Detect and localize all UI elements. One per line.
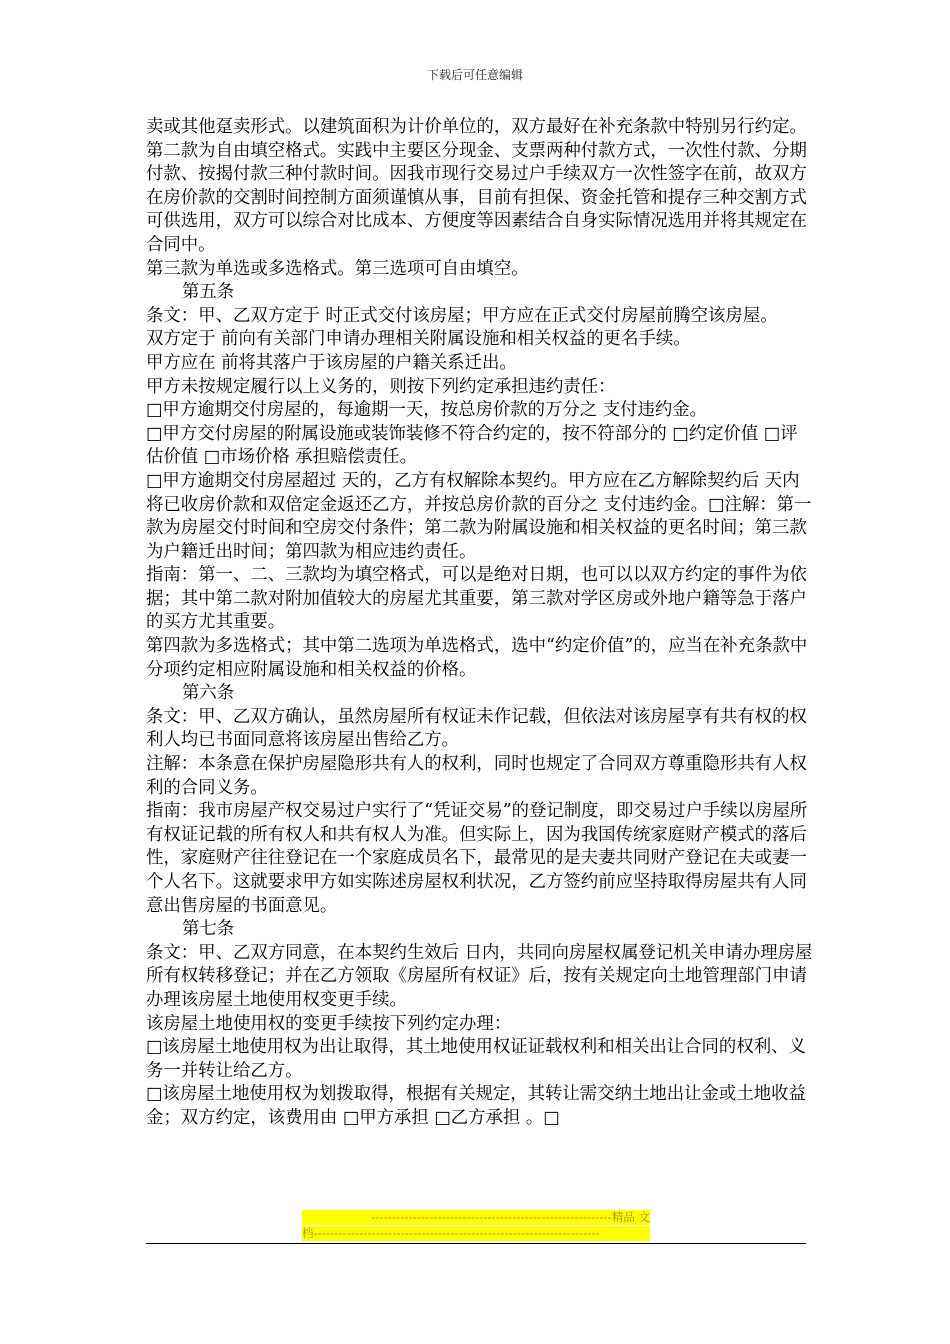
paragraph: 指南：我市房屋产权交易过户实行了“凭证交易”的登记制度，即交易过户手续以房屋所有权证记载的所有权人和共有权人为准。但实际上，因为我国传统家庭财产模式的落后性，家庭财产往往登记在一个家庭成员名下，最常见的是夫妻共同财产登记在夫或妻一个人名下。这就要求甲方如实陈述房屋权利状况，乙方签约前应坚持取得房屋共有人同意出售房屋的书面意见。: [146, 801, 808, 916]
paragraph: 卖或其他趸卖形式。以建筑面积为计价单位的，双方最好在补充条款中特别另行约定。第二款为自由填空格式。实践中主要区分现金、支票两种付款方式，一次性付款、分期付款、按揭付款三种付款时间。因我市现行交易过户手续双方一次性签字在前，故双方在房价款的交割时间控制方面须谨慎从事，目前有担保、资金托管和提存三种交割方式可供选用，双方可以综合对比成本、方便度等因素结合自身实际情况选用并将其规定在合同中。: [146, 117, 807, 255]
paragraph: □该房屋土地使用权为出让取得，其土地使用权证证载权利和相关出让合同的权利、义务一并转让给乙方。: [146, 1037, 806, 1081]
paragraph: 条文：甲、乙双方同意，在本契约生效后 日内，共同向房屋权属登记机关申请办理房屋所有权转移登记；并在乙方领取《房屋所有权证》后，按有关规定向土地管理部门申请办理该房屋土地使用权变更手续。: [146, 942, 813, 1010]
paragraph: 注解：本条意在保护房屋隐形共有人的权利，同时也规定了合同双方尊重隐形共有人权利的合同义务。: [146, 754, 807, 798]
document-body: [146, 116, 814, 1131]
paragraph: 第四款为多选格式；其中第二选项为单选格式，选中“约定价值”的，应当在补充条款中分项约定相应附属设施和相关权益的价格。: [146, 636, 808, 680]
paragraph: 第三款为单选或多选格式。第三选项可自由填空。: [146, 258, 529, 279]
paragraph: □甲方交付房屋的附属设施或装饰装修不符合约定的，按不符部分的 □约定价值 □评估价值 □市场价格 承担赔偿责任。: [146, 423, 798, 468]
page-header: 下载后可任意编辑: [426, 68, 523, 82]
paragraph: 甲方未按规定履行以上义务的，则按下列约定承担违约责任：: [146, 376, 616, 397]
footer-watermark-line-1: ----------------------------------------------------------精品 文: [302, 1210, 650, 1225]
article-heading: 第六条: [182, 683, 235, 704]
article-heading: 第五条: [182, 282, 235, 303]
paragraph: 条文：甲、乙双方确认，虽然房屋所有权证未作记载，但依法对该房屋享有共有权的权利人均已书面同意将该房屋出售给乙方。: [146, 706, 807, 751]
paragraph: 甲方应在 前将其落户于该房屋的户籍关系迁出。: [146, 352, 517, 373]
paragraph: 指南：第一、二、三款均为填空格式，可以是绝对日期，也可以以双方约定的事件为依据；其中第二款对附加值较大的房屋尤其重要，第三款对学区房或外地户籍等急于落户的买方尤其重要。: [146, 565, 807, 633]
article-heading: 第七条: [182, 919, 235, 940]
paragraph: 双方定于 前向有关部门申请办理相关附属设施和相关权益的更名手续。: [146, 329, 691, 350]
paragraph: □该房屋土地使用权为划拨取得，根据有关规定，其转让需交纳土地出让金或土地收益金；双方约定，该费用由 □甲方承担 □乙方承担 。□: [146, 1084, 806, 1128]
footer-watermark-line-2: 档---------------------------------------------------------------------: [302, 1226, 650, 1241]
footer-divider: [146, 1243, 806, 1244]
paragraph: 该房屋土地使用权的变更手续按下列约定办理：: [146, 1013, 512, 1034]
paragraph: 条文：甲、乙双方定于 时正式交付该房屋；甲方应在正式交付房屋前腾空该房屋。: [146, 305, 778, 326]
paragraph: □甲方逾期交付房屋超过 天的，乙方有权解除本契约。甲方应在乙方解除契约后 天内将已收房价款和双倍定金返还乙方，并按总房价款的百分之 支付违约金。□注解：第一款为房屋交付时间和空房交付条件；第二款为附属设施和相关权益的更名时间；第三款为户籍迁出时间；第四款为相应违约责任。: [146, 470, 812, 562]
paragraph: □甲方逾期交付房屋的，每逾期一天，按总房价款的万分之 支付违约金。: [146, 400, 708, 421]
